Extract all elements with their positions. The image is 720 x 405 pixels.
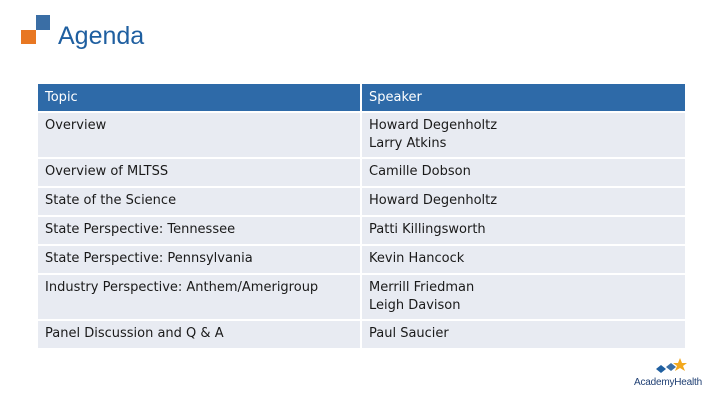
topic-cell: State Perspective: Pennsylvania [38,246,360,273]
blue-square-icon [36,15,50,30]
page-title: Agenda [58,22,145,50]
topic-cell: Industry Perspective: Anthem/Amerigroup [38,275,360,319]
speaker-cell [362,275,685,319]
speaker-cell [362,159,685,186]
header-topic: Topic [38,84,360,111]
speaker-cell [362,321,685,348]
table-row [38,188,685,215]
speaker-cell [362,217,685,244]
speaker-cell [362,113,685,157]
orange-square-icon [21,30,36,44]
academyhealth-logo [634,357,710,395]
topic-cell: Panel Discussion and Q & A [38,321,360,348]
speaker-name: Larry Atkins [369,136,447,151]
topic-cell: Overview of MLTSS [38,159,360,186]
table-header-row [38,84,685,111]
table-row [38,217,685,244]
speaker-name: Howard Degenholtz [369,118,498,133]
academyhealth-mark-icon [654,357,694,375]
logo-wordmark: AcademyHealth [634,377,702,388]
brand-squares-icon [0,0,60,50]
speaker-name: Patti Killingsworth [369,222,486,237]
speaker-name: Camille Dobson [369,164,471,179]
speaker-name: Merrill Friedman [369,280,475,295]
speaker-cell [362,188,685,215]
table-row [38,159,685,186]
table-row [38,246,685,273]
table-row [38,321,685,348]
speaker-cell [362,246,685,273]
table-row [38,275,685,319]
speaker-name: Leigh Davison [369,298,461,313]
table-row [38,113,685,157]
topic-cell: State of the Science [38,188,360,215]
topic-cell: Overview [38,113,360,157]
speaker-name: Paul Saucier [369,326,449,341]
speaker-name: Kevin Hancock [369,251,465,266]
topic-cell: State Perspective: Tennessee [38,217,360,244]
header-speaker: Speaker [362,84,685,111]
agenda-table [38,84,685,350]
speaker-name: Howard Degenholtz [369,193,498,208]
